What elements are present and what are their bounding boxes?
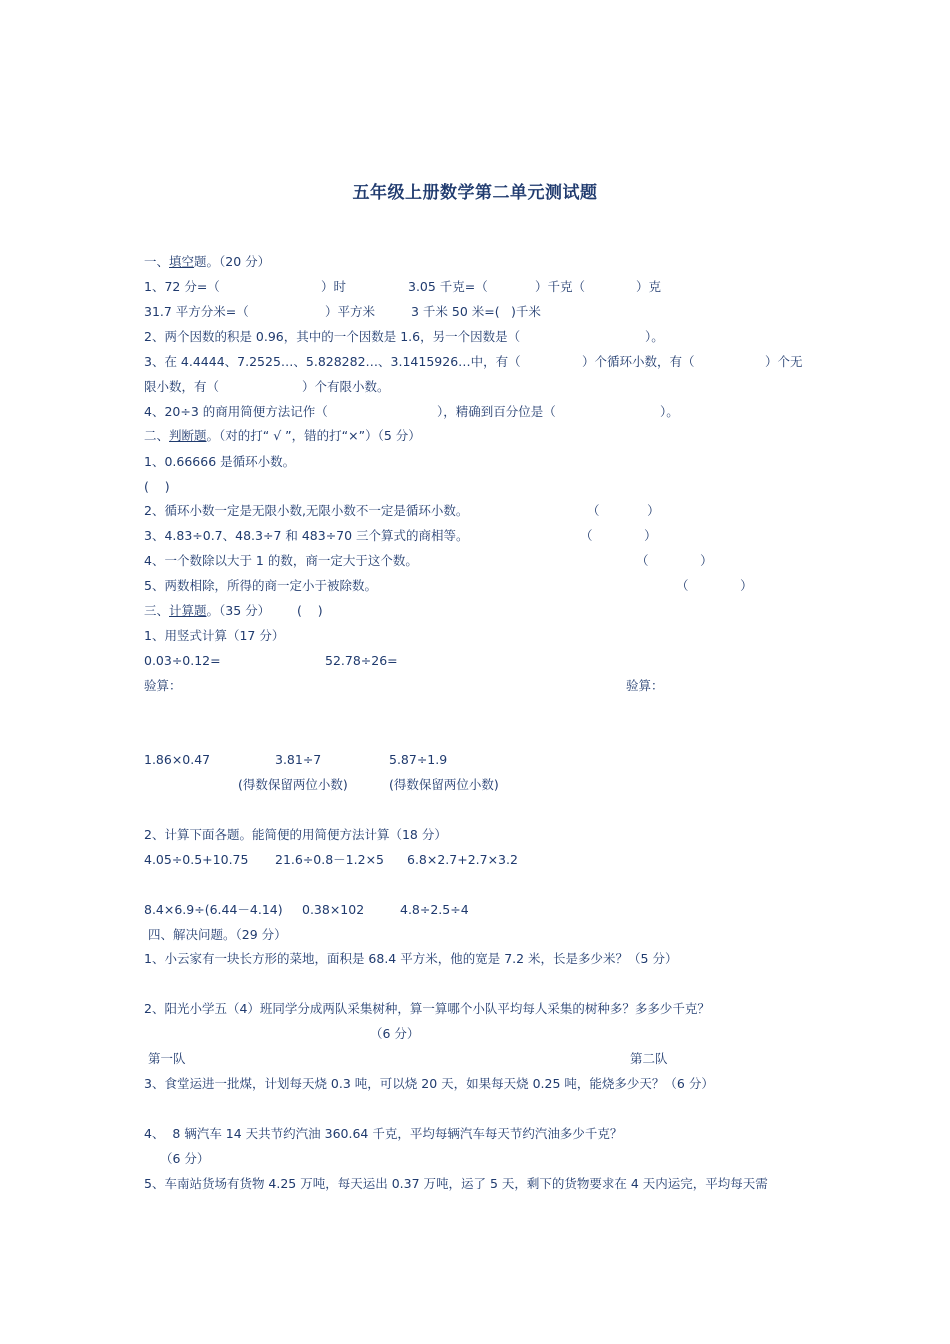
s1-q1b-part2: ）平方米 xyxy=(325,304,376,319)
s1-q3-part5: ）个有限小数。 xyxy=(302,379,390,394)
s1-q1a-part4: ）千克（ xyxy=(535,279,586,294)
s1-q1b-part4: )千米 xyxy=(511,304,541,319)
s3-expr-5: 5.87÷1.9 xyxy=(389,752,448,767)
s1-q2-part2: ）。 xyxy=(645,329,664,344)
s2-q3-answer-box: （ ） xyxy=(580,528,657,543)
s1-q3-part3: ）个无 xyxy=(765,354,803,369)
s1-q1a-part5: ）克 xyxy=(636,279,662,294)
s3-expr-4: 3.81÷7 xyxy=(275,752,322,767)
s2-q4: 4、一个数除以大于 1 的数，商一定大于这个数。 xyxy=(144,553,418,568)
s2-q4-answer-box: （ ） xyxy=(636,553,713,568)
section-3-answer-box: ( ) xyxy=(297,603,323,618)
section-3-number: 三、 xyxy=(144,603,170,618)
s2-q3: 3、4.83÷0.7、48.3÷7 和 483÷70 三个算式的商相等。 xyxy=(144,528,469,543)
s3-calc-1: 4.05÷0.5+10.75 xyxy=(144,852,249,867)
s3-rounding-note-1: (得数保留两位小数) xyxy=(238,777,348,792)
section-1-heading xyxy=(144,254,270,270)
s4-q3: 3、食堂运进一批煤，计划每天烧 0.3 吨，可以烧 20 天，如果每天烧 0.25 吨，能烧多少天？（6 分） xyxy=(144,1076,714,1091)
s4-team-2-label: 第二队 xyxy=(630,1051,668,1066)
s3-sub2-heading: 2、计算下面各题。能简便的用简便方法计算（18 分） xyxy=(144,827,447,842)
page-title: 五年级上册数学第二单元测试题 xyxy=(352,183,598,203)
s3-expr-2: 52.78÷26= xyxy=(325,653,398,668)
s1-q3-part1: 3、在 4.4444、7.2525…、5.828282…、3.1415926…中，有（ xyxy=(144,354,521,369)
s3-calc-3: 6.8×2.7+2.7×3.2 xyxy=(407,852,518,867)
s1-q4-part1: 4、20÷3 的商用简便方法记作（ xyxy=(144,404,328,419)
s1-q3-part4: 限小数，有（ xyxy=(144,379,220,394)
s2-q1-answer-box: ( ) xyxy=(144,479,170,494)
section-3-score: 。（35 分） xyxy=(206,603,271,618)
s1-q1a-part1: 1、72 分=（ xyxy=(144,279,220,294)
s1-q3-part2: ）个循环小数，有（ xyxy=(582,354,695,369)
section-2-heading xyxy=(144,428,421,444)
s4-q2: 2、阳光小学五（4）班同学分成两队采集树种，算一算哪个小队平均每人采集的树种多？多多少千克？ xyxy=(144,1001,710,1016)
section-1-score: 题。（20 分） xyxy=(194,254,271,269)
s2-q5-answer-box: （ ） xyxy=(676,578,753,593)
s3-expr-3: 1.86×0.47 xyxy=(144,752,211,767)
s3-rounding-note-2: (得数保留两位小数) xyxy=(389,777,499,792)
s2-q5: 5、两数相除，所得的商一定小于被除数。 xyxy=(144,578,377,593)
section-1-title: 填空 xyxy=(169,254,195,269)
s3-calc-5: 0.38×102 xyxy=(302,902,365,917)
s3-expr-1: 0.03÷0.12= xyxy=(144,653,221,668)
s2-q2-answer-box: （ ） xyxy=(587,503,660,518)
section-4-heading: 四、解决问题。（29 分） xyxy=(148,927,287,942)
s4-team-1-label: 第一队 xyxy=(148,1051,186,1066)
s3-calc-4: 8.4×6.9÷(6.44－4.14) xyxy=(144,902,283,917)
section-3-heading xyxy=(144,603,270,619)
s3-calc-6: 4.8÷2.5÷4 xyxy=(400,902,469,917)
s2-q2: 2、循环小数一定是无限小数,无限小数不一定是循环小数。 xyxy=(144,503,469,518)
s4-q4: 4、 8 辆汽车 14 天共节约汽油 360.64 千克，平均每辆汽车每天节约汽油多少千克？ xyxy=(144,1126,623,1141)
section-2-title: 判断题 xyxy=(169,428,207,443)
s4-q1: 1、小云家有一块长方形的菜地，面积是 68.4 平方米，他的宽是 7.2 米，长是多少米？（5 分） xyxy=(144,951,678,966)
section-1-number: 一、 xyxy=(144,254,170,269)
s3-sub1-heading: 1、用竖式计算（17 分） xyxy=(144,628,285,643)
s3-calc-2: 21.6÷0.8－1.2×5 xyxy=(275,852,384,867)
s1-q4-part2: ），精确到百分位是（ xyxy=(437,404,556,419)
s2-q1: 1、0.66666 是循环小数。 xyxy=(144,454,296,469)
s4-q5: 5、车南站货场有货物 4.25 万吨，每天运出 0.37 万吨，运了 5 天，剩下的货物要求在 4 天内运完，平均每天需 xyxy=(144,1176,768,1191)
s3-check-label-2: 验算： xyxy=(626,678,664,693)
section-2-instructions: 。（对的打“ √ ”，错的打“×”）（5 分） xyxy=(206,428,421,443)
s1-q1b-part3: 3 千米 50 米=( xyxy=(411,304,500,319)
s1-q2-part1: 2、两个因数的积是 0.96，其中的一个因数是 1.6，另一个因数是（ xyxy=(144,329,521,344)
s1-q4-part3: ）。 xyxy=(660,404,679,419)
section-3-title: 计算题 xyxy=(169,603,207,618)
s1-q1b-part1: 31.7 平方分米=（ xyxy=(144,304,249,319)
s1-q1a-part2: ）时 xyxy=(321,279,347,294)
s1-q1a-part3: 3.05 千克=（ xyxy=(408,279,488,294)
section-2-number: 二、 xyxy=(144,428,170,443)
s4-q2-score: （6 分） xyxy=(370,1026,420,1041)
s3-check-label-1: 验算： xyxy=(144,678,182,693)
s4-q4-score: （6 分） xyxy=(160,1151,210,1166)
